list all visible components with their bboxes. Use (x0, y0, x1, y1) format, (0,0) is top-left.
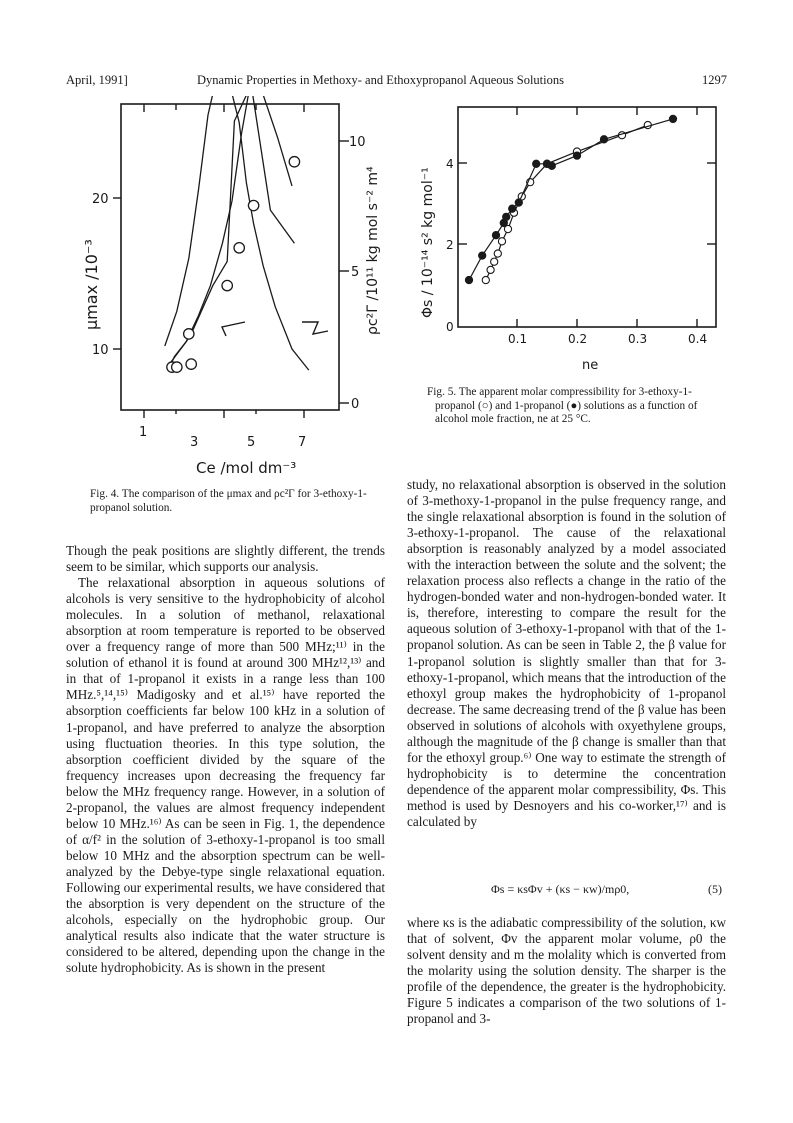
fig4-left-tick-10: 10 (92, 343, 109, 358)
fig4-data-point-4 (186, 359, 196, 369)
fig5-filled-point-3 (492, 232, 499, 239)
fig4-ylabel-left: μmax /10⁻³ (82, 239, 101, 330)
fig4-x-tick-7: 7 (298, 435, 307, 450)
fig5-open-point-3 (491, 258, 498, 265)
figure-5-chart (410, 100, 750, 385)
fig5-plot-area (465, 115, 676, 283)
fig5-curve-ethoxypropanol (486, 125, 648, 280)
fig5-x-tick-0.1: 0.1 (508, 332, 528, 346)
fig4-x-tick-5: 5 (247, 435, 256, 450)
figure-5-caption: Fig. 5. The apparent molar compressibility for 3-ethoxy-1-propanol (○) and 1-propanol (●) solutions as a function of alcohol mole fraction, ne at 25 °C. (427, 386, 698, 426)
page-number: 1297 (702, 73, 727, 87)
fig4-curve-1 (170, 96, 295, 367)
fig4-right-tick-0: 0 (351, 397, 360, 412)
fig4-data-point-6 (234, 243, 244, 253)
fig5-y-tick-2: 2 (446, 238, 454, 252)
fig5-filled-point-1 (465, 276, 472, 283)
fig4-arrows (222, 322, 328, 336)
fig5-filled-point-8 (533, 160, 540, 167)
fig5-filled-point-10 (548, 162, 555, 169)
fig4-data-point-3 (184, 329, 194, 339)
fig5-x-tick-0.3: 0.3 (628, 332, 648, 346)
fig5-y-tick-0: 0 (446, 320, 454, 334)
fig4-curve-3 (167, 96, 292, 367)
fig5-filled-point-12 (600, 136, 607, 143)
left-paragraph-2: The relaxational absorption in aqueous solutions of alcohols is very sensitive to the hydrophobicity of alcohol molecules. In a solution of methanol, relaxational absorption at room temperature is reported to be observed over a frequency range of more than 500 MHz;¹¹⁾ in the solution of ethanol it is found at around 300 MHz¹²,¹³⁾ and in that of 1-propanol it exists in a range less than 100 MHz.⁵,¹⁴,¹⁵⁾ Madigosky and et al.¹⁵⁾ have reported the absorption coefficients far below 100 kHz in a solution of 1-propanol, and have preferred to analyze the absorption using fluctuation theories. In this type solution, the absorption coefficient divided by the square of the frequency increases upon decreasing the frequency far below the MHz frequency range. However, in a solution of 2-propanol, the values are almost frequency independent below 10 MHz.¹⁶⁾ As can be seen in Fig. 1, the dependence of α/f² in the solution of 3-ethoxy-1-propanol is too small below 10 MHz and the absorption spectrum can be well-analyzed by the Debye-type single relaxational equation. Following our experimental results, we have considered that the absorption is very dependent on the structure of the alcohols, especially on the hydrophobic group. Our analytical results also indicate that the water structure is considered to be altered, depending upon the change in the solute hydrophobicity. As is shown in the present (66, 575, 385, 976)
fig5-filled-point-7 (515, 199, 522, 206)
left-paragraph-1: Though the peak positions are slightly different, the trends seem to be similar, which supports our analysis. (66, 543, 385, 575)
figure-4-caption: Fig. 4. The comparison of the μmax and ρc²Γ for 3-ethoxy-1-propanol solution. (90, 488, 367, 514)
fig5-ticks (458, 107, 716, 327)
fig4-plot-area (165, 96, 309, 372)
equation-5-number: (5) (708, 882, 722, 896)
fig4-right-arrow (302, 322, 328, 334)
fig5-ylabel: Φs / 10⁻¹⁴ s² kg mol⁻¹ (420, 167, 436, 318)
fig5-axes-frame (458, 107, 716, 327)
fig4-axes-frame (121, 104, 339, 410)
fig4-right-tick-10: 10 (349, 135, 366, 150)
fig4-x-tick-1: 1 (139, 425, 148, 440)
fig5-open-point-1 (482, 276, 489, 283)
fig5-open-point-5 (498, 238, 505, 245)
fig4-data-point-9 (289, 157, 299, 167)
fig4-right-tick-5: 5 (351, 265, 360, 280)
fig4-tick-labels (92, 135, 366, 450)
fig5-open-point-2 (487, 266, 494, 273)
fig5-open-point-4 (494, 250, 501, 257)
fig5-x-tick-0.2: 0.2 (568, 332, 588, 346)
header-title: Dynamic Properties in Methoxy- and Ethoxypropanol Aqueous Solutions (197, 73, 564, 87)
fig5-filled-point-6 (509, 205, 516, 212)
header-left: April, 1991] (66, 73, 128, 87)
fig4-left-tick-20: 20 (92, 192, 109, 207)
fig5-y-tick-4: 4 (446, 157, 454, 171)
fig5-filled-point-13 (669, 115, 676, 122)
right-paragraph-2: where κs is the adiabatic compressibility of the solution, κw that of solvent, Φv the apparent molar volume, ρ0 the solvent density and m the molality which is converted from the molarity using the solution density. The sharper is the profile of the dependence, the greater is the hydrophobicity. Figure 5 indicates a comparison of the two solutions of 1-propanol and 3- (407, 915, 726, 1027)
left-text-column (66, 543, 385, 976)
fig4-left-arrow (222, 322, 245, 336)
fig5-x-tick-0.4: 0.4 (688, 332, 708, 346)
fig5-filled-point-2 (479, 252, 486, 259)
fig4-ylabel-right: ρc²Γ /10¹¹ kg mol s⁻² m⁴ (365, 166, 381, 335)
fig5-filled-point-11 (573, 152, 580, 159)
fig4-data-point-7 (248, 200, 258, 210)
fig5-xlabel: ne (582, 358, 599, 373)
fig5-filled-point-5 (503, 213, 510, 220)
right-text-column-lower (407, 915, 726, 1027)
fig4-ticks (113, 104, 349, 418)
fig4-data-point-2 (172, 362, 182, 372)
right-paragraph-1: study, no relaxational absorption is observed in the solution of 3-methoxy-1-propanol in the pulse frequency range, and the single relaxational absorption is found in the solution of 3-ethoxy-1-propanol. The cause of the relaxational absorption is reasonably analyzed by a model associated with the interaction between the solute and the solvent; the relaxation process also reflects a change in the ratio of the hydrogen-bonded water and non-hydrogen-bonded water. It is, therefore, interesting to compare the result for the aqueous solution of 3-ethoxy-1-propanol with that of the 1-propanol solution. As can be seen in Table 2, the β value for 1-propanol solution is slightly smaller than that for 3-ethoxy-1-propanol, which means that the introduction of the ethoxyl group makes the hydrophobicity of 1-propanol decrease. The same decreasing trend of the β value has been observed in solutions of alcohols with oxyethylene groups, although the magnitude of the β change is smaller than that for the ethoxyl group.⁶⁾ One way to estimate the strength of hydrophobicity is to determine the concentration dependence of the apparent molar compressibility, Φs. This method is used by Desnoyers and his co-worker,¹⁷⁾ and is calculated by (407, 477, 726, 829)
fig4-data-point-5 (222, 280, 232, 290)
fig4-x-tick-3: 3 (190, 435, 199, 450)
fig4-xlabel: Ce /mol dm⁻³ (196, 459, 297, 477)
right-text-column-upper (407, 477, 726, 830)
equation-5: Φs = κsΦv + (κs − κw)/mρ0, (491, 882, 630, 896)
figure-4-chart (60, 96, 390, 486)
